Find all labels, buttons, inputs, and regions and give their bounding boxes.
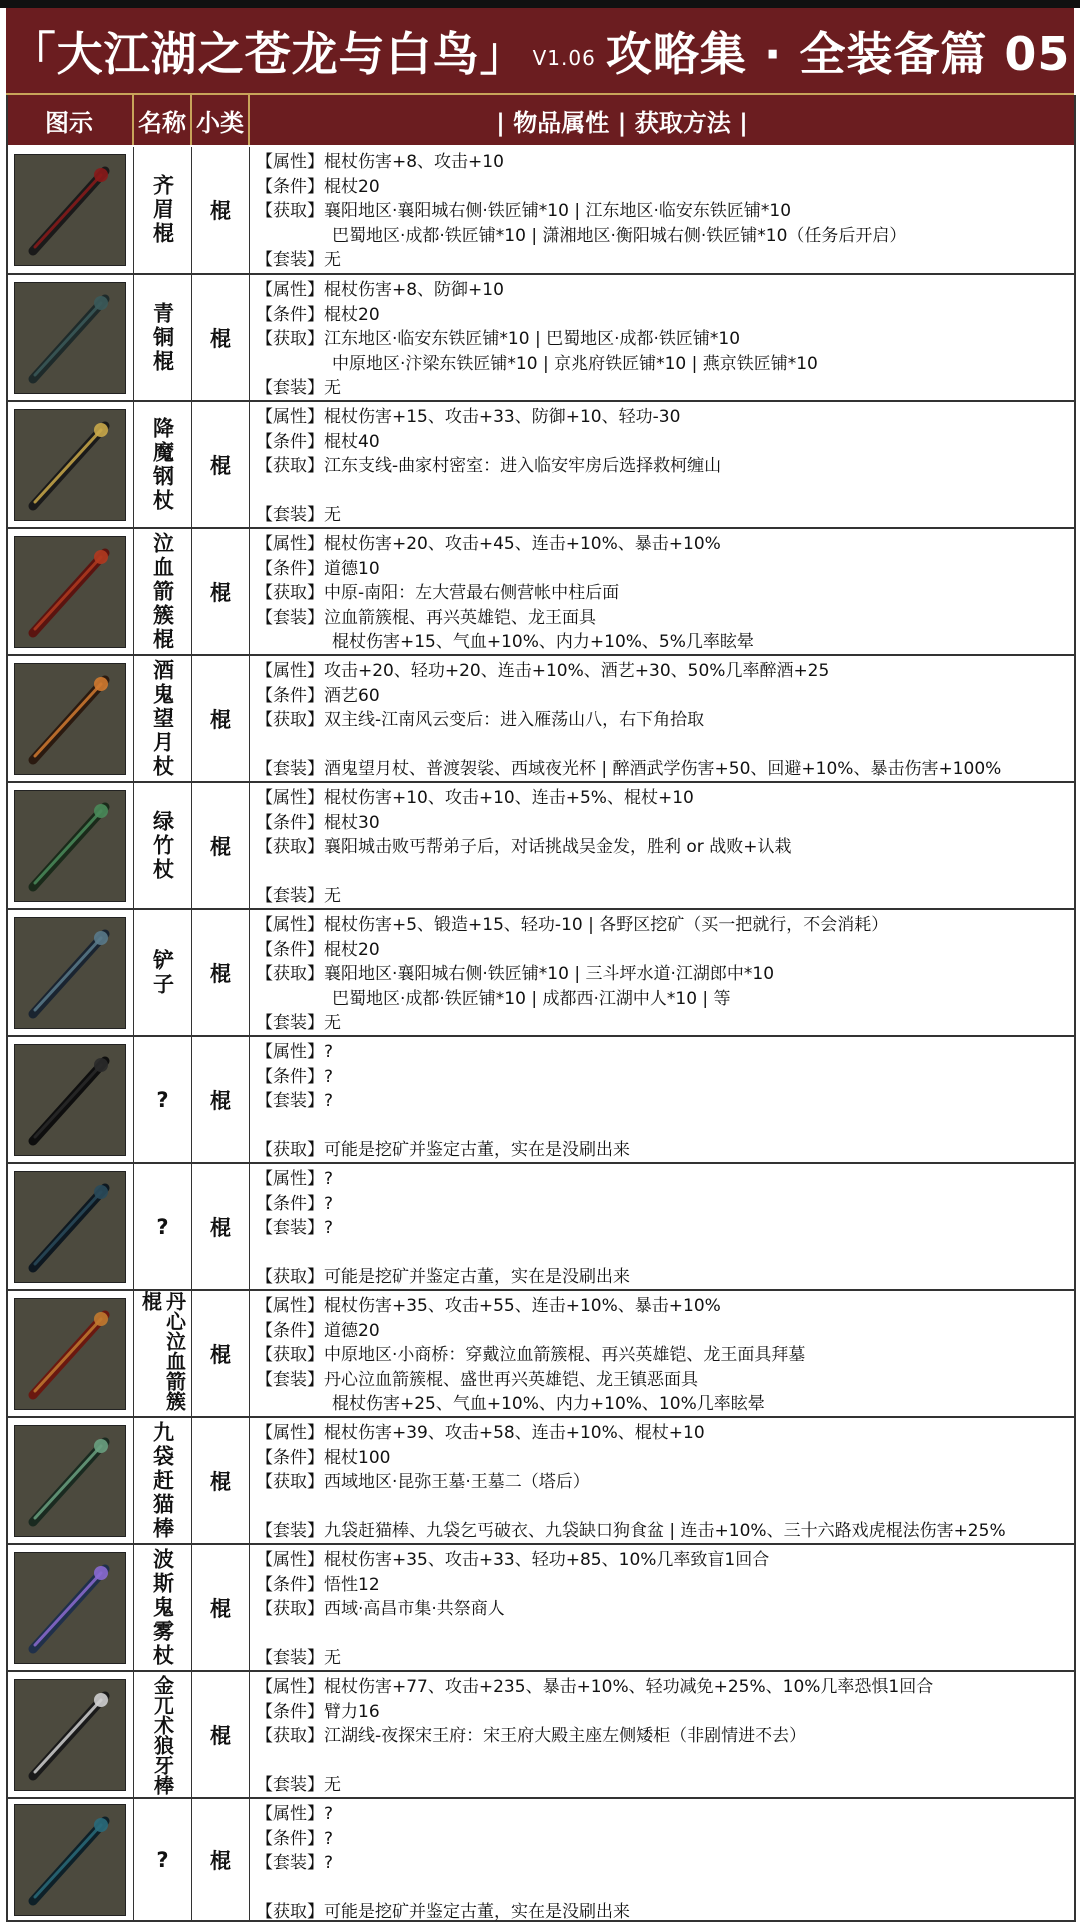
item-attributes <box>250 529 1074 654</box>
item-name: 齐眉棍 <box>150 174 175 246</box>
attribute-line: 【套装】无 <box>256 250 341 270</box>
item-type: 棍 <box>192 402 250 527</box>
item-type: 棍 <box>192 1545 250 1670</box>
attribute-line: 中原地区·汴梁东铁匠铺*10 | 京兆府铁匠铺*10 | 燕京铁匠铺*10 <box>332 353 818 374</box>
table-row <box>6 1037 1074 1164</box>
staff-teal-icon <box>14 1804 126 1916</box>
attribute-line: 【获取】中原地区·小商桥：穿戴泣血箭簇棍、再兴英雄铠、龙王面具拜墓 <box>256 1345 806 1365</box>
table-row <box>6 275 1074 402</box>
attribute-line: 【获取】可能是挖矿并鉴定古董，实在是没刷出来 <box>256 1267 630 1287</box>
item-icon-cell <box>6 1418 134 1543</box>
attribute-line: 【套装】无 <box>256 378 341 398</box>
attribute-line: 【获取】江东地区·临安东铁匠铺*10 | 巴蜀地区·成都·铁匠铺*10 <box>256 329 741 349</box>
attribute-line: 【属性】棍杖伤害+39、攻击+58、连击+10%、棍杖+10 <box>256 1423 705 1443</box>
item-type: 棍 <box>192 910 250 1035</box>
header-type: 小类 <box>192 95 250 145</box>
item-name-cell <box>134 402 192 527</box>
attribute-line: 【属性】攻击+20、轻功+20、连击+10%、酒艺+30、50%几率醉酒+25 <box>256 661 830 681</box>
attribute-line: 【套装】? <box>256 1091 334 1111</box>
item-icon-cell <box>6 1164 134 1289</box>
table-row <box>6 1418 1074 1545</box>
item-name: 波斯鬼雾杖 <box>150 1547 175 1668</box>
attribute-line: 【套装】无 <box>256 505 341 525</box>
staff-crimson-gold-icon <box>14 1298 126 1410</box>
item-type: 棍 <box>192 275 250 400</box>
header-name: 名称 <box>134 95 192 145</box>
item-icon-cell <box>6 1799 134 1920</box>
item-icon-cell <box>6 1545 134 1670</box>
item-attributes <box>250 275 1074 400</box>
attribute-line: 【属性】? <box>256 1042 334 1062</box>
header-attr: | 物品属性 | 获取方法 | <box>496 108 748 137</box>
item-name-cell <box>134 529 192 654</box>
attribute-line: 棍杖伤害+15、气血+10%、内力+10%、5%几率眩晕 <box>332 632 754 652</box>
table-header <box>6 95 1074 145</box>
item-attributes <box>250 1164 1074 1289</box>
attribute-line: 【获取】江东支线-曲家村密室：进入临安牢房后选择救柯缠山 <box>256 456 722 476</box>
item-attributes <box>250 147 1074 273</box>
staff-bamboo-icon <box>14 790 126 902</box>
title-version: V1.06 <box>532 45 596 70</box>
attribute-line: 【属性】棍杖伤害+5、锻造+15、轻功-10 | 各野区挖矿（买一把就行，不会消耗） <box>256 915 889 935</box>
staff-jade-icon <box>14 1425 126 1537</box>
attribute-line: 【获取】可能是挖矿并鉴定古董，实在是没刷出来 <box>256 1140 630 1160</box>
staff-bronze-icon <box>14 282 126 394</box>
staff-gold-tip-icon <box>14 409 126 521</box>
item-type: 棍 <box>192 783 250 908</box>
item-type: 棍 <box>192 1291 250 1416</box>
table-row <box>6 783 1074 910</box>
attribute-line: 巴蜀地区·成都·铁匠铺*10 | 潇湘地区·衡阳城右侧·铁匠铺*10（任务后开启） <box>332 225 907 246</box>
attribute-line: 【套装】酒鬼望月杖、普渡袈裟、西域夜光杯 | 醉酒武学伤害+50、回避+10%、暴击伤害+100% <box>256 759 1002 779</box>
item-attributes <box>250 1672 1074 1797</box>
top-border <box>0 0 1080 8</box>
staff-crimson-icon <box>14 536 126 648</box>
item-icon-cell <box>6 910 134 1035</box>
attribute-line: 【获取】襄阳地区·襄阳城右侧·铁匠铺*10 | 三斗坪水道·江湖郎中*10 <box>256 964 775 984</box>
item-type: 棍 <box>192 529 250 654</box>
item-name: 青铜棍 <box>150 301 175 374</box>
attribute-line: 【套装】无 <box>256 886 341 906</box>
item-name: 泣血箭簇棍 <box>150 531 175 652</box>
attribute-line: 【属性】? <box>256 1169 334 1189</box>
item-name: ? <box>156 1087 169 1112</box>
staff-gourd-icon <box>14 663 126 775</box>
attribute-line: 【属性】棍杖伤害+20、攻击+45、连击+10%、暴击+10% <box>256 534 721 554</box>
attribute-line: 【条件】臂力16 <box>256 1701 380 1722</box>
item-name: 九袋赶猫棒 <box>150 1420 175 1541</box>
page-title <box>6 8 1074 95</box>
title-suffix: 攻略集 · 全装备篇 05 <box>605 26 1071 81</box>
attribute-line: 【条件】棍杖20 <box>256 304 380 325</box>
item-name-cell <box>134 1037 192 1162</box>
item-name-cell <box>134 910 192 1035</box>
attribute-line: 【获取】襄阳地区·襄阳城右侧·铁匠铺*10 | 江东地区·临安东铁匠铺*10 <box>256 201 792 221</box>
mace-spiked-icon <box>14 1679 126 1791</box>
item-attributes <box>250 656 1074 781</box>
item-icon-cell <box>6 1291 134 1416</box>
table-row <box>6 910 1074 1037</box>
attribute-line: 【条件】棍杖20 <box>256 176 380 197</box>
attribute-line: 【套装】无 <box>256 1013 341 1033</box>
attribute-line: 【套装】? <box>256 1853 334 1873</box>
item-name-cell <box>134 1545 192 1670</box>
title-main: 「大江湖之苍龙与白鸟」 <box>9 26 527 81</box>
attribute-line: 【条件】悟性12 <box>256 1574 380 1595</box>
table-row <box>6 1164 1074 1291</box>
item-name-cell <box>134 147 192 273</box>
attribute-line: 【条件】棍杖30 <box>256 812 380 833</box>
attribute-line: 【条件】棍杖40 <box>256 431 380 452</box>
item-icon-cell <box>6 275 134 400</box>
item-attributes <box>250 910 1074 1035</box>
item-type: 棍 <box>192 147 250 273</box>
item-type: 棍 <box>192 1037 250 1162</box>
attribute-line: 【属性】棍杖伤害+15、攻击+33、防御+10、轻功-30 <box>256 407 681 427</box>
attribute-line: 【获取】襄阳城击败丐帮弟子后，对话挑战吴金发，胜利 or 战败+认栽 <box>256 837 792 857</box>
item-attributes <box>250 1037 1074 1162</box>
shovel-icon <box>14 917 126 1029</box>
item-type: 棍 <box>192 1418 250 1543</box>
item-name-cell <box>134 656 192 781</box>
item-icon-cell <box>6 783 134 908</box>
attribute-line: 【属性】棍杖伤害+8、攻击+10 <box>256 152 504 172</box>
item-name-cell <box>134 275 192 400</box>
item-name: 酒鬼望月杖 <box>150 658 175 779</box>
attribute-line: 【属性】? <box>256 1804 334 1824</box>
item-name: ? <box>156 1847 169 1872</box>
attribute-line: 【获取】可能是挖矿并鉴定古董，实在是没刷出来 <box>256 1902 630 1922</box>
item-attributes <box>250 1799 1074 1920</box>
club-dark-icon <box>14 1044 126 1156</box>
attribute-line: 【属性】棍杖伤害+10、攻击+10、连击+5%、棍杖+10 <box>256 788 694 808</box>
item-name: 绿竹杖 <box>150 809 175 882</box>
table-row <box>6 1799 1074 1922</box>
item-attributes <box>250 1291 1074 1416</box>
item-name: 丹心泣血箭簇棍 <box>138 1291 187 1411</box>
table-row <box>6 1291 1074 1418</box>
item-name-cell <box>134 1672 192 1797</box>
attribute-line: 【条件】棍杖100 <box>256 1447 391 1468</box>
attribute-line: 【套装】泣血箭簇棍、再兴英雄铠、龙王面具 <box>256 607 596 628</box>
table-border-left <box>6 95 8 1922</box>
table-row <box>6 529 1074 656</box>
attribute-line: 【套装】? <box>256 1218 334 1238</box>
staff-purple-icon <box>14 1552 126 1664</box>
table-row <box>6 656 1074 783</box>
attribute-line: 【条件】? <box>256 1066 334 1087</box>
table-row <box>6 1545 1074 1672</box>
item-type: 棍 <box>192 1164 250 1289</box>
table-row <box>6 1672 1074 1799</box>
attribute-line: 【套装】九袋赶猫棒、九袋乞丐破衣、九袋缺口狗食盆 | 连击+10%、三十六路戏虎棍法伤害+25% <box>256 1521 1006 1541</box>
item-icon-cell <box>6 656 134 781</box>
attribute-line: 【条件】酒艺60 <box>256 685 380 706</box>
staff-red-icon <box>14 154 126 266</box>
item-icon-cell <box>6 1037 134 1162</box>
item-name-cell <box>134 783 192 908</box>
item-attributes <box>250 1545 1074 1670</box>
attribute-line: 【套装】无 <box>256 1775 341 1795</box>
attribute-line: 【套装】丹心泣血箭簇棍、盛世再兴英雄铠、龙王镇恶面具 <box>256 1369 698 1390</box>
attribute-line: 【属性】棍杖伤害+77、攻击+235、暴击+10%、轻功减免+25%、10%几率恐惧1回合 <box>256 1677 934 1697</box>
attribute-line: 【获取】西域·高昌市集·共祭商人 <box>256 1599 505 1619</box>
item-icon-cell <box>6 147 134 273</box>
item-icon-cell <box>6 402 134 527</box>
attribute-line: 巴蜀地区·成都·铁匠铺*10 | 成都西·江湖中人*10 | 等 <box>332 988 731 1009</box>
attribute-line: 【获取】中原-南阳：左大营最右侧营帐中柱后面 <box>256 583 620 603</box>
item-name: 铲子 <box>150 948 175 997</box>
item-attributes <box>250 402 1074 527</box>
item-attributes <box>250 1418 1074 1543</box>
attribute-line: 【属性】棍杖伤害+8、防御+10 <box>256 280 504 300</box>
curved-staff-icon <box>14 1171 126 1283</box>
table-row <box>6 147 1074 275</box>
attribute-line: 棍杖伤害+25、气血+10%、内力+10%、10%几率眩晕 <box>332 1394 765 1414</box>
item-type: 棍 <box>192 1672 250 1797</box>
attribute-line: 【条件】? <box>256 1828 334 1849</box>
attribute-line: 【属性】棍杖伤害+35、攻击+55、连击+10%、暴击+10% <box>256 1296 721 1316</box>
item-name-cell <box>134 1418 192 1543</box>
item-name: 降魔钢杖 <box>150 416 175 513</box>
attribute-line: 【条件】棍杖20 <box>256 939 380 960</box>
item-name-cell <box>134 1164 192 1289</box>
item-name: 金兀术狼牙棒 <box>150 1674 175 1795</box>
attribute-line: 【获取】江湖线-夜探宋王府：宋王府大殿主座左侧矮柜（非剧情进不去） <box>256 1726 807 1746</box>
attribute-line: 【获取】双主线-江南风云变后：进入雁荡山八，右下角拾取 <box>256 710 705 730</box>
item-icon-cell <box>6 1672 134 1797</box>
item-name-cell <box>134 1799 192 1920</box>
table-row <box>6 402 1074 529</box>
item-attributes <box>250 783 1074 908</box>
attribute-line: 【属性】棍杖伤害+35、攻击+33、轻功+85、10%几率致盲1回合 <box>256 1550 770 1570</box>
attribute-line: 【条件】道德20 <box>256 1320 380 1341</box>
attribute-line: 【套装】无 <box>256 1648 341 1668</box>
item-icon-cell <box>6 529 134 654</box>
item-type: 棍 <box>192 1799 250 1920</box>
item-name-cell <box>134 1291 192 1416</box>
attribute-line: 【条件】道德10 <box>256 558 380 579</box>
item-type: 棍 <box>192 656 250 781</box>
attribute-line: 【获取】西域地区·昆弥王墓·王墓二（塔后） <box>256 1472 590 1492</box>
attribute-line: 【条件】? <box>256 1193 334 1214</box>
item-name: ? <box>156 1214 169 1239</box>
table-border-right <box>1074 95 1076 1922</box>
header-icon: 图示 <box>6 95 134 145</box>
